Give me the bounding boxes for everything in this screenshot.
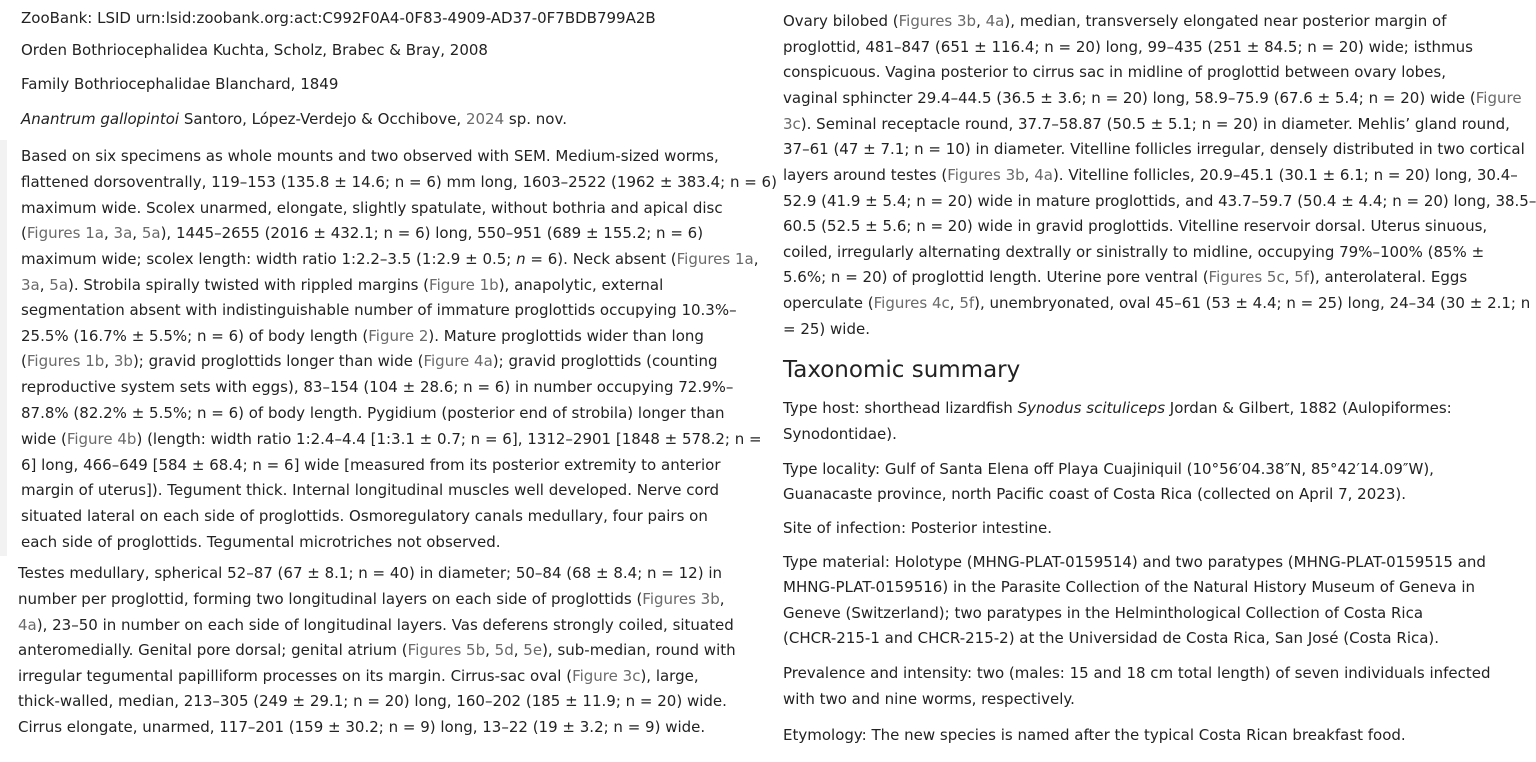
figure-link[interactable]: Figures 4c — [873, 294, 950, 312]
order-line: Orden Bothriocephalidea Kuchta, Scholz, Brabec & Bray, 2008 — [21, 41, 488, 59]
prevalence-intensity: Prevalence and intensity: two (males: 15 and 18 cm total length) of seven individuals infected — [783, 664, 1491, 682]
figure-link[interactable]: Figures 1a — [26, 224, 104, 242]
species-line: Anantrum gallopintoi Santoro, López-Verdejo & Occhibove, 2024 sp. nov. — [21, 110, 567, 128]
host-species: Synodus scituliceps — [1017, 399, 1166, 417]
figure-link[interactable]: Figures 1b — [26, 352, 105, 370]
figure-link[interactable]: Figure 4b — [66, 430, 137, 448]
figure-link[interactable]: 5f — [1294, 268, 1310, 286]
figure-link[interactable]: 3a — [21, 276, 40, 294]
figure-link[interactable]: 4a — [18, 616, 37, 634]
figure-link[interactable]: Figure 1b — [429, 276, 499, 294]
type-locality: Type locality: Gulf of Santa Elena off Playa Cuajiniquil (10°56′04.38″N, 85°42′14.09″W), — [783, 460, 1434, 478]
figure-link[interactable]: 3a — [113, 224, 133, 242]
left-column: ZooBank: LSID urn:lsid:zoobank.org:act:C992F0A4-0F83-4909-AD37-0F7BDB799A2B Orden Bothriocephalidea Kuchta, Scholz, Brabec & Bray, 2008 Family Bothriocephalidae Blanchard, 1849 Anantrum gallopintoi Santoro, López-Verdejo & Occhibove, 2024 sp. nov. Based on six specimens as whole mounts and two observed with SEM. Medium-sized worms, flattened dorsoventrally, 119–153 (135.8 ± 14.6; n = 6) mm long, 1603–2522 (1962 ± 383.4; n = 6) maximum wide. Scolex unarmed, elongate, slightly spatulate, without bothria and apical disc (Figures 1a, 3a, 5a), 1445–2655 (2016 ± 432.1; n = 6) long, 550–951 (689 ± 155.2; n = 6) maximum wide; scolex length: width ratio 1:2.2–3.5 (1:2.9 ± 0.5; n = 6). Neck absent (Figures 1a, 3a, 5a). Strobila spirally twisted with rippled margins (Figure 1b), anapolytic, external segmentation absent with indistinguishable number of immature proglottids occupying 10.3%– 25.5% (16.7% ± 5.5%; n = 6) of body length (Figure 2). Mature proglottids wider than long (Figures 1b, 3b); gravid proglottids longer than wide (Figure 4a); gravid proglottids (counting reproductive system sets with eggs), 83–154 (104 ± 28.6; n = 6) in number occupying 72.9%– 87.8% (82.2% ± 5.5%; n = 6) of body length. Pygidium (posterior end of strobila) longer than wide (Figure 4b) (length: width ratio 1:2.4–4.4 [1:3.1 ± 0.7; n = 6], 1312–2901 [1848 ± 578.2; n = 6] long, 466–649 [584 ± 68.4; n = 6] wide [measured from its posterior extremity to anterior margin of uterus]). Tegument thick. Internal longitudinal muscles well developed. Nerve cord situated lateral on each side of proglottids. Osmoregulatory canals medullary, four pairs on each side of proglottids. Tegumental microtriches not observed. Testes medullary, spherical 52–87 (67 ± 8.1; n = 40) in diameter; 50–84 (68 ± 8.4; n = 12) in number per proglottid, forming two longitudinal layers on each side of proglottids (Figures 3b, 4a), 23–50 in number on each side of longitudinal layers. Vas deferens strongly coiled, situated anteromedially. Genital pore dorsal; genital atrium (Figures 5b, 5d, 5e), sub-median, round with irregular tegumental papilliform processes on its margin. Cirrus-sac oval (Figure 3c), large, thick-walled, median, 213–305 (249 ± 29.1; n = 20) long, 160–202 (185 ± 11.9; n = 20) wide. Cirrus elongate, unarmed, 117–201 (159 ± 30.2; n = 9) long, 13–22 (19 ± 3.2; n = 9) wide. — [0, 0, 760, 762]
figure-link[interactable]: Figures 1a — [676, 250, 754, 268]
figure-link[interactable]: 5a — [141, 224, 161, 242]
figure-link[interactable]: 3c — [783, 115, 801, 133]
scroll-track — [0, 140, 7, 556]
figure-link[interactable]: 4a — [1034, 166, 1053, 184]
figure-link[interactable]: Figures 3b — [947, 166, 1025, 184]
figure-link[interactable]: Figures 5b — [407, 641, 486, 659]
figure-link[interactable]: Figures 5c — [1208, 268, 1285, 286]
figure-link[interactable]: 5d — [494, 641, 514, 659]
zoobank-lsid: ZooBank: LSID urn:lsid:zoobank.org:act:C992F0A4-0F83-4909-AD37-0F7BDB799A2B — [21, 9, 656, 27]
figure-link[interactable]: Figure — [1475, 89, 1522, 107]
year-link[interactable]: 2024 — [465, 110, 505, 128]
figure-link[interactable]: Figures 3b — [642, 590, 720, 608]
site-of-infection: Site of infection: Posterior intestine. — [783, 519, 1052, 537]
figure-link[interactable]: Figure 2 — [368, 327, 429, 345]
figure-link[interactable]: Figure 4a — [423, 352, 493, 370]
figure-link[interactable]: 5f — [959, 294, 975, 312]
figure-link[interactable]: 5e — [523, 641, 543, 659]
figure-link[interactable]: Figures 3b — [898, 12, 977, 30]
type-host: Type host: shorthead lizardfish Synodus scituliceps Jordan & Gilbert, 1882 (Aulopiformes: — [783, 399, 1452, 417]
section-heading: Taxonomic summary — [783, 357, 1021, 383]
species-name: Anantrum gallopintoi — [21, 110, 180, 128]
figure-link[interactable]: 3b — [113, 352, 133, 370]
figure-link[interactable]: 4a — [985, 12, 1005, 30]
type-material: Type material: Holotype (MHNG-PLAT-0159514) and two paratypes (MHNG-PLAT-0159515 and — [783, 553, 1486, 571]
figure-link[interactable]: 5a — [49, 276, 69, 294]
etymology: Etymology: The new species is named after the typical Costa Rican breakfast food. — [783, 726, 1406, 744]
family-line: Family Bothriocephalidae Blanchard, 1849 — [21, 75, 339, 93]
figure-link[interactable]: Figure 3c — [572, 667, 641, 685]
